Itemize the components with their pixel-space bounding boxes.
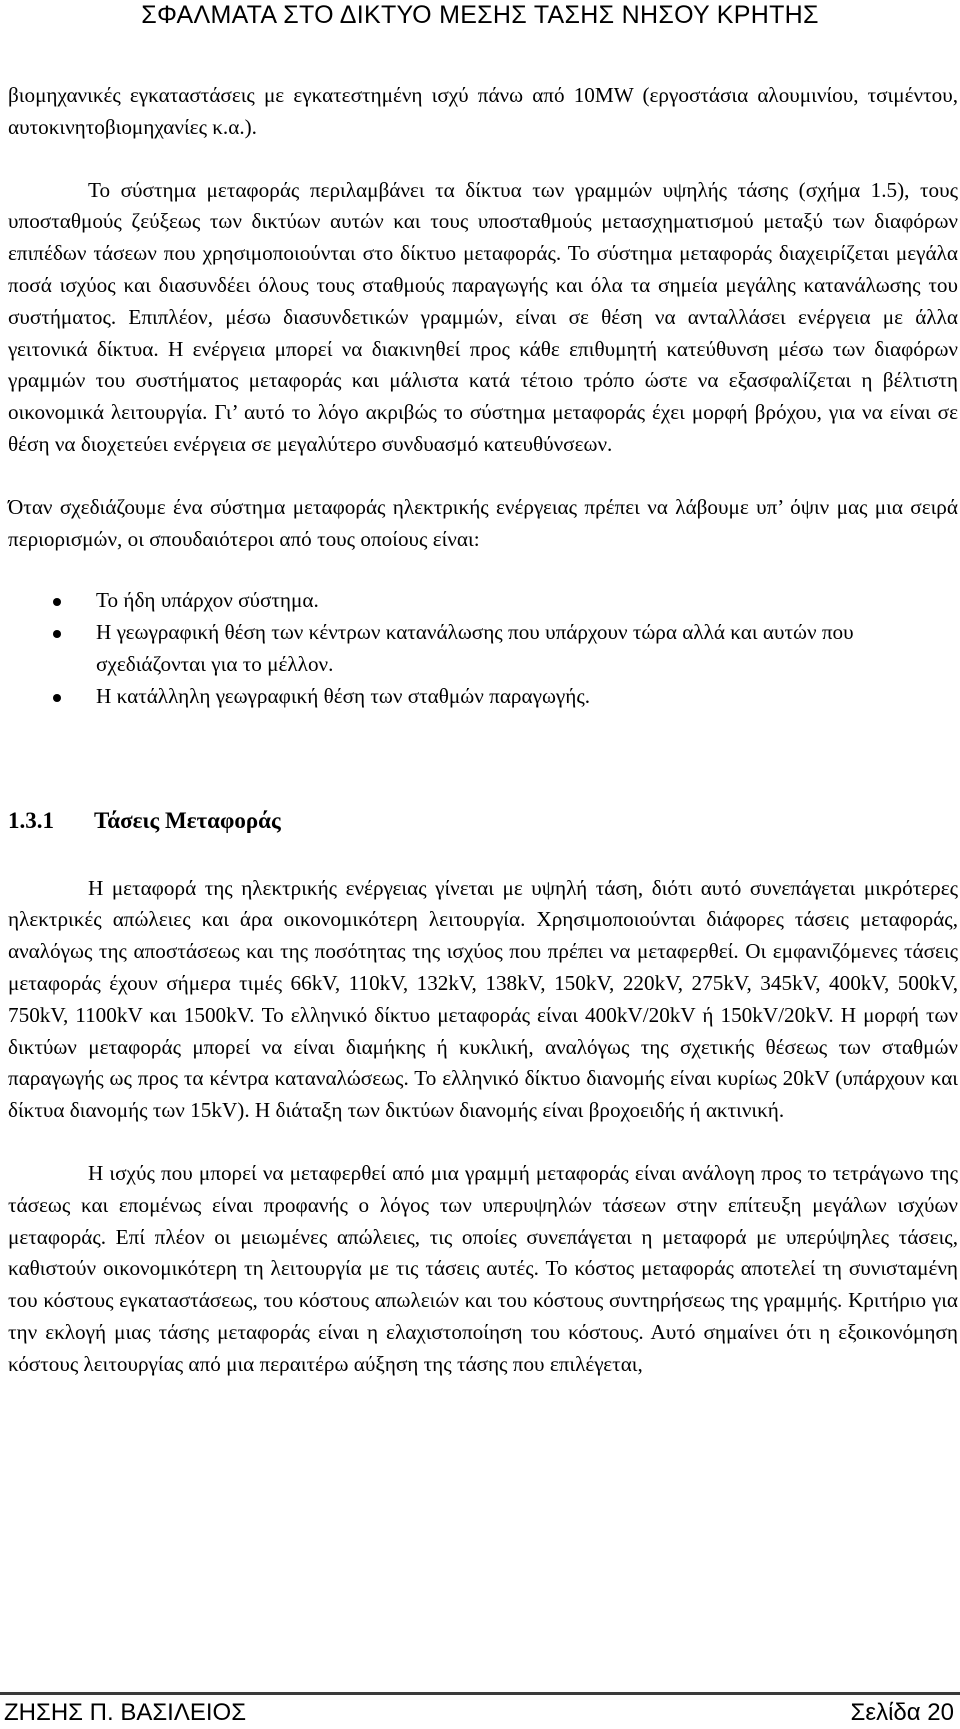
paragraph-transmission-system: Το σύστημα μεταφοράς περιλαμβάνει τα δίκτυα των γραμμών υψηλής τάσης (σχήμα 1.5), τους υποσταθμούς ζεύξεως των δικτύων αυτών και τους υποσταθμούς μετασχηματισμού μεταξύ των διαφόρων επιπέδων τάσεων που χρησιμοποιούνται στο δίκτυο μεταφοράς. Το σύστημα μεταφοράς διαχειρίζεται μεγάλα ποσά ισχύος και διασυνδέει όλους τους σταθμούς παραγωγής και όλα τα σημεία μεγάλης κατανάλωσης του συστήματος. Επιπλέον, μέσω διασυνδετικών γραμμών, είναι σε θέση να ανταλλάσει ενέργεια με άλλα γειτονικά δίκτυα. Η ενέργεια μπορεί να διακινηθεί προς κάθε επιθυμητή κατεύθυνση μέσω των διαφόρων γραμμών του συστήματος μεταφοράς και μάλιστα κατά τέτοιο τρόπο ώστε να εξασφαλίζεται η βέλτιστη οικονομικά λειτουργία. Γι’ αυτό το λόγο ακριβώς το σύστημα μεταφοράς έχει μορφή βρόχου, για να είναι σε θέση να διοχετεύει ενέργεια σε μεγαλύτερο συνδυασμό κατευθύνσεων. <box>8 177 958 456</box>
paragraph-transmission-voltages: Η μεταφορά της ηλεκτρικής ενέργειας γίνεται με υψηλή τάση, διότι αυτό συνεπάγεται μικρότερες ηλεκτρικές απώλειες και άρα οικονομικότερη λειτουργία. Χρησιμοποιούνται διάφορες τάσεις μεταφοράς, αναλόγως της αποστάσεως και της ποσότητας της ισχύος που πρέπει να μεταφερθεί. Οι εμφανιζόμενες τάσεις μεταφοράς έχουν σήμερα τιμές 66kV, 110kV, 132kV, 138kV, 150kV, 220kV, 275kV, 345kV, 400kV, 500kV, 750kV, 1100kV και 1500kV. Το ελληνικό δίκτυο μεταφοράς είναι 400kV/20kV ή 150kV/20kV. Η μορφή των δικτύων μεταφοράς μπορεί να είναι διαμήκης ή κυκλική, αναλόγως της σχετικής θέσεως των σταθμών παραγωγής ως προς τα κέντρα καταναλώσεως. Το ελληνικό δίκτυο διανομής είναι κυρίως 20kV (υπάρχουν και δίκτυα διανομής των 15kV). Η διάταξη των δικτύων διανομής είναι βροχοειδής ή ακτινική. <box>8 875 958 1123</box>
bullet-icon <box>53 598 61 606</box>
footer-author: ΖΗΣΗΣ Π. ΒΑΣΙΛΕΙΟΣ <box>4 1699 247 1726</box>
list-item-text: Η κατάλληλη γεωγραφική θέση των σταθμών παραγωγής. <box>96 683 591 708</box>
list-item <box>8 585 958 617</box>
footer-page-number: Σελίδα 20 <box>850 1699 954 1726</box>
list-item <box>8 617 958 681</box>
paragraph-design-constraints: Όταν σχεδιάζουμε ένα σύστημα μεταφοράς ηλεκτρικής ενέργειας πρέπει να λάβουμε υπ’ όψιν μας μια σειρά περιορισμών, οι σπουδαιότεροι από τους οποίους είναι: <box>8 494 958 551</box>
paragraph-power-capacity: Η ισχύς που μπορεί να μεταφερθεί από μια γραμμή μεταφοράς είναι ανάλογη προς το τετράγωνο της τάσεως και επομένως είναι προφανής ο λόγος των υπερυψηλών τάσεων στην επίτευξη μεγάλων ισχύων μεταφοράς. Επί πλέον οι μειωμένες απώλειες, τις οποίες συνεπάγεται η μεταφορά με υπερύψηλες τάσεις, καθιστούν οικονομικότερη τη λειτουργία με τις τάσεις αυτές. Το κόστος μεταφοράς αποτελεί τη συνισταμένη του κόστους εγκαταστάσεως, του κόστους απωλειών και του κόστους συντηρήσεως της γραμμής. Κριτήριο για την εκλογή μιας τάσης μεταφοράς είναι η ελαχιστοποίηση του κόστους. Αυτό σημαίνει ότι η εξοικονόμηση κόστους λειτουργίας από μια περαιτέρω αύξηση της τάσης που επιλέγεται, <box>8 1160 958 1376</box>
constraints-list <box>8 585 958 712</box>
paragraph-continuation: βιομηχανικές εγκαταστάσεις με εγκατεστημένη ισχύ πάνω από 10MW (εργοστάσια αλουμινίου, τσιμέντου, αυτοκινητοβιομηχανίες κ.α.). <box>8 83 958 139</box>
document-body <box>8 80 958 1381</box>
footer-divider <box>0 1692 960 1695</box>
section-heading <box>8 805 958 837</box>
section-title: Τάσεις Μεταφοράς <box>94 807 281 833</box>
bullet-icon <box>53 694 61 702</box>
list-item-text: Το ήδη υπάρχον σύστημα. <box>96 588 319 613</box>
section-number: 1.3.1 <box>8 807 54 833</box>
page-header: ΣΦΑΛΜΑΤΑ ΣΤΟ ΔΙΚΤΥΟ ΜΕΣΗΣ ΤΑΣΗΣ ΝΗΣΟΥ ΚΡΗΤΗΣ <box>141 1 819 29</box>
list-item-text: Η γεωγραφική θέση των κέντρων κατανάλωσης που υπάρχουν τώρα αλλά και αυτών που σχεδιάζονται για το μέλλον. <box>96 620 854 676</box>
list-item <box>8 681 958 713</box>
bullet-icon <box>53 630 61 638</box>
